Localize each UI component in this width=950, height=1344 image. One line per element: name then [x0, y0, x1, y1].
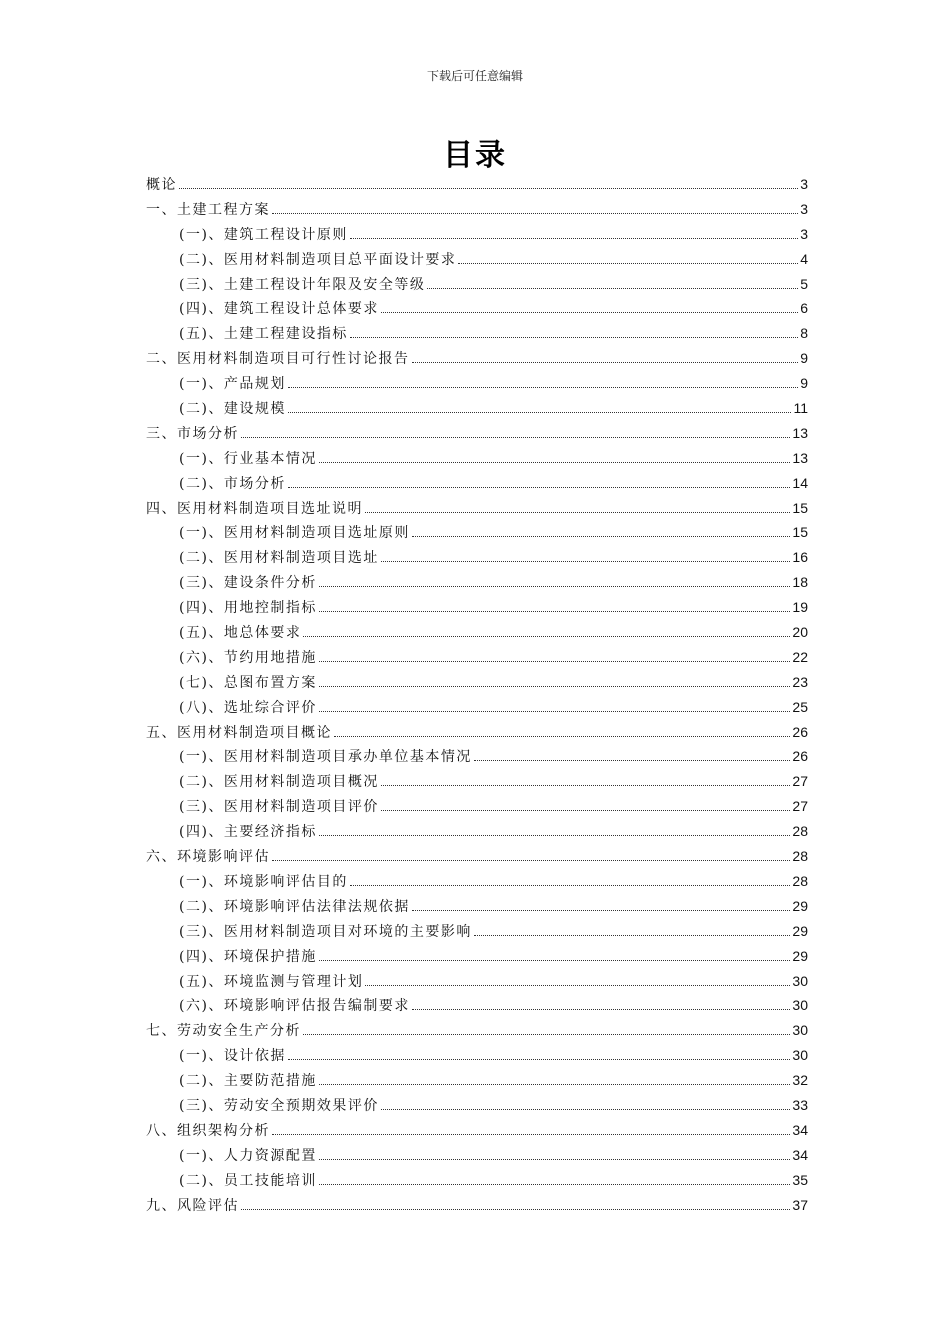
toc-leader-dots [350, 238, 798, 239]
toc-entry-label: 四、医用材料制造项目选址说明 [146, 500, 363, 517]
toc-entry-label: (三)、建设条件分析 [179, 575, 317, 592]
toc-entry-page: 30 [792, 1022, 808, 1039]
toc-entry-page: 30 [792, 997, 808, 1014]
toc-entry-page: 5 [800, 275, 808, 292]
toc-leader-dots [474, 935, 790, 936]
toc-entry[interactable] [146, 1120, 808, 1145]
toc-leader-dots [288, 1059, 790, 1060]
toc-entry-page: 26 [792, 723, 808, 740]
toc-entry-label: 三、市场分析 [146, 425, 239, 442]
toc-entry-page: 3 [800, 200, 808, 217]
toc-entry-page: 28 [792, 848, 808, 865]
toc-entry-label: (一)、建筑工程设计原则 [179, 226, 348, 243]
toc-leader-dots [381, 312, 798, 313]
toc-leader-dots [241, 1209, 790, 1210]
toc-entry-label: 一、土建工程方案 [146, 201, 270, 218]
toc-entry[interactable] [146, 373, 808, 398]
toc-entry[interactable] [146, 921, 808, 946]
toc-entry-page: 9 [800, 375, 808, 392]
toc-entry-label: (二)、建设规模 [179, 401, 286, 418]
toc-leader-dots [350, 885, 790, 886]
toc-leader-dots [272, 1134, 790, 1135]
toc-entry[interactable] [146, 1020, 808, 1045]
toc-leader-dots [412, 536, 790, 537]
toc-entry[interactable] [146, 746, 808, 771]
toc-entry[interactable] [146, 522, 808, 547]
toc-entry-label: (三)、劳动安全预期效果评价 [179, 1097, 379, 1114]
toc-entry-page: 8 [800, 325, 808, 342]
toc-leader-dots [288, 412, 792, 413]
toc-entry[interactable] [146, 971, 808, 996]
toc-entry-label: (二)、环境影响评估法律法规依据 [179, 898, 410, 915]
toc-leader-dots [319, 611, 790, 612]
toc-entry-page: 18 [792, 574, 808, 591]
toc-entry-page: 6 [800, 300, 808, 317]
table-of-contents [146, 174, 808, 1219]
toc-entry[interactable] [146, 821, 808, 846]
toc-entry-label: (一)、医用材料制造项目承办单位基本情况 [179, 749, 472, 766]
page-header: 下载后可任意编辑 [426, 69, 523, 83]
toc-entry-page: 3 [800, 176, 808, 192]
toc-entry[interactable] [146, 174, 808, 199]
toc-entry[interactable] [146, 1095, 808, 1120]
toc-entry[interactable] [146, 1170, 808, 1195]
toc-entry-page: 28 [792, 823, 808, 840]
toc-leader-dots [319, 1184, 790, 1185]
toc-entry-page: 27 [792, 773, 808, 790]
toc-entry[interactable] [146, 946, 808, 971]
toc-entry[interactable] [146, 1070, 808, 1095]
toc-entry[interactable] [146, 1045, 808, 1070]
toc-entry[interactable] [146, 448, 808, 473]
toc-entry[interactable] [146, 871, 808, 896]
toc-entry-label: (一)、设计依据 [179, 1048, 286, 1065]
toc-entry-page: 23 [792, 673, 808, 690]
toc-leader-dots [381, 810, 790, 811]
toc-entry-page: 11 [793, 400, 808, 417]
toc-leader-dots [319, 462, 790, 463]
toc-entry-label: (二)、医用材料制造项目概况 [179, 774, 379, 791]
toc-entry-label: (四)、用地控制指标 [179, 600, 317, 617]
toc-leader-dots [272, 213, 798, 214]
toc-entry-label: (七)、总图布置方案 [179, 674, 317, 691]
toc-leader-dots [319, 661, 790, 662]
toc-leader-dots [474, 760, 790, 761]
toc-entry-label: 六、环境影响评估 [146, 849, 270, 866]
toc-entry[interactable] [146, 298, 808, 323]
toc-entry-page: 35 [792, 1171, 808, 1188]
toc-leader-dots [350, 337, 798, 338]
toc-entry-page: 29 [792, 947, 808, 964]
toc-leader-dots [381, 561, 790, 562]
toc-leader-dots [458, 263, 798, 264]
toc-entry-label: (二)、医用材料制造项目选址 [179, 550, 379, 567]
toc-entry-label: (八)、选址综合评价 [179, 699, 317, 716]
toc-leader-dots [412, 910, 790, 911]
toc-entry-label: (三)、医用材料制造项目对环境的主要影响 [179, 923, 472, 940]
toc-entry-page: 14 [792, 474, 808, 491]
toc-entry-label: (五)、环境监测与管理计划 [179, 973, 364, 990]
toc-leader-dots [365, 985, 790, 986]
toc-entry-page: 32 [792, 1072, 808, 1089]
toc-entry-page: 30 [792, 972, 808, 989]
toc-entry-label: (五)、土建工程建设指标 [179, 326, 348, 343]
toc-entry[interactable] [146, 1195, 808, 1220]
toc-leader-dots [319, 1159, 790, 1160]
toc-leader-dots [334, 736, 790, 737]
toc-leader-dots [412, 1009, 790, 1010]
toc-entry-label: 五、医用材料制造项目概论 [146, 724, 332, 741]
toc-entry[interactable] [146, 672, 808, 697]
toc-entry[interactable] [146, 423, 808, 448]
toc-entry-page: 3 [800, 225, 808, 242]
toc-entry-label: (一)、人力资源配置 [179, 1147, 317, 1164]
toc-leader-dots [303, 636, 790, 637]
toc-leader-dots [319, 960, 790, 961]
toc-entry[interactable] [146, 348, 808, 373]
toc-entry[interactable] [146, 547, 808, 572]
toc-leader-dots [319, 686, 790, 687]
toc-entry-page: 13 [792, 449, 808, 466]
toc-leader-dots [241, 437, 790, 438]
toc-entry[interactable] [146, 274, 808, 299]
toc-entry[interactable] [146, 647, 808, 672]
toc-entry-label: (六)、节约用地措施 [179, 649, 317, 666]
toc-entry[interactable] [146, 796, 808, 821]
toc-entry-label: 八、组织架构分析 [146, 1122, 270, 1139]
toc-leader-dots [412, 362, 799, 363]
toc-entry-page: 13 [792, 424, 808, 441]
page-title: 目录 [443, 138, 507, 173]
toc-entry-label: 概论 [146, 177, 177, 193]
toc-entry[interactable] [146, 1145, 808, 1170]
toc-entry-page: 34 [792, 1146, 808, 1163]
toc-leader-dots [319, 1084, 790, 1085]
toc-entry-label: (一)、医用材料制造项目选址原则 [179, 525, 410, 542]
toc-leader-dots [319, 711, 790, 712]
toc-entry-page: 28 [792, 872, 808, 889]
toc-entry-label: (二)、市场分析 [179, 475, 286, 492]
toc-entry[interactable] [146, 199, 808, 224]
toc-entry[interactable] [146, 572, 808, 597]
toc-leader-dots [319, 835, 790, 836]
toc-entry-label: (三)、土建工程设计年限及安全等级 [179, 276, 426, 293]
toc-entry-page: 30 [792, 1047, 808, 1064]
toc-entry-label: (二)、医用材料制造项目总平面设计要求 [179, 251, 457, 268]
toc-entry-page: 29 [792, 897, 808, 914]
toc-leader-dots [381, 785, 790, 786]
toc-entry-page: 33 [792, 1096, 808, 1113]
toc-entry-page: 37 [792, 1196, 808, 1213]
toc-entry-page: 19 [792, 599, 808, 616]
toc-entry[interactable] [146, 249, 808, 274]
toc-entry[interactable] [146, 995, 808, 1020]
toc-entry-page: 20 [792, 624, 808, 641]
toc-entry-page: 26 [792, 748, 808, 765]
toc-entry[interactable] [146, 771, 808, 796]
toc-entry-label: (一)、环境影响评估目的 [179, 873, 348, 890]
toc-entry-page: 25 [792, 698, 808, 715]
toc-entry[interactable] [146, 473, 808, 498]
toc-entry-label: (一)、行业基本情况 [179, 450, 317, 467]
toc-entry-label: (二)、员工技能培训 [179, 1172, 317, 1189]
toc-leader-dots [365, 512, 790, 513]
toc-entry-label: (一)、产品规划 [179, 376, 286, 393]
toc-leader-dots [288, 387, 798, 388]
toc-entry-page: 9 [800, 350, 808, 367]
toc-entry-label: (四)、环境保护措施 [179, 948, 317, 965]
toc-entry-label: 二、医用材料制造项目可行性讨论报告 [146, 351, 410, 368]
toc-entry-page: 27 [792, 798, 808, 815]
toc-leader-dots [381, 1109, 790, 1110]
toc-leader-dots [303, 1034, 790, 1035]
toc-entry-page: 4 [800, 250, 808, 267]
toc-entry[interactable] [146, 597, 808, 622]
toc-entry[interactable] [146, 896, 808, 921]
toc-entry-page: 15 [792, 524, 808, 541]
toc-entry[interactable] [146, 722, 808, 747]
toc-entry-label: (二)、主要防范措施 [179, 1073, 317, 1090]
toc-entry-label: 九、风险评估 [146, 1197, 239, 1214]
toc-entry-page: 15 [792, 499, 808, 516]
toc-leader-dots [272, 860, 790, 861]
toc-entry-page: 34 [792, 1121, 808, 1138]
toc-entry-page: 22 [792, 648, 808, 665]
toc-entry[interactable] [146, 323, 808, 348]
toc-entry-label: 七、劳动安全生产分析 [146, 1023, 301, 1040]
toc-entry-page: 16 [792, 549, 808, 566]
toc-entry[interactable] [146, 846, 808, 871]
toc-entry-label: (四)、建筑工程设计总体要求 [179, 301, 379, 318]
toc-entry[interactable] [146, 622, 808, 647]
toc-entry-page: 29 [792, 922, 808, 939]
toc-entry-label: (六)、环境影响评估报告编制要求 [179, 998, 410, 1015]
toc-leader-dots [427, 288, 798, 289]
toc-entry-label: (三)、医用材料制造项目评价 [179, 799, 379, 816]
toc-entry[interactable] [146, 224, 808, 249]
toc-entry-label: (五)、地总体要求 [179, 625, 302, 642]
toc-leader-dots [319, 586, 790, 587]
toc-leader-dots [288, 487, 790, 488]
toc-entry[interactable] [146, 498, 808, 523]
toc-leader-dots [179, 188, 798, 189]
toc-entry[interactable] [146, 398, 808, 423]
toc-entry[interactable] [146, 697, 808, 722]
toc-entry-label: (四)、主要经济指标 [179, 824, 317, 841]
